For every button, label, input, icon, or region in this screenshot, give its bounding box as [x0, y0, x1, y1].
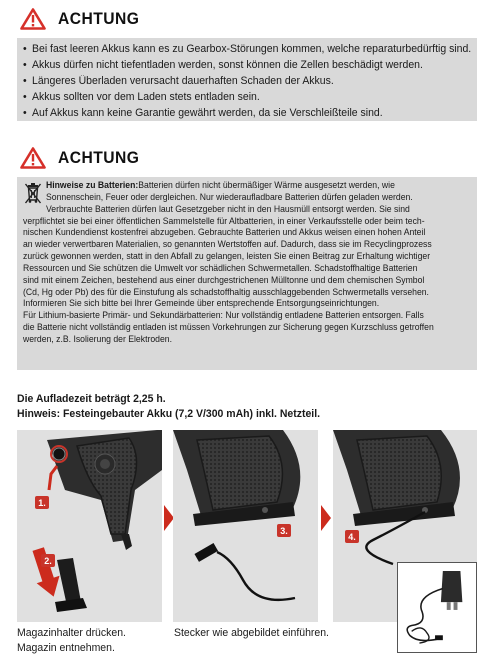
warning-bullet: • Bei fast leeren Akkus kann es zu Gearbox-Störungen kommen, welche reparaturbedürftig sind.: [23, 43, 472, 55]
disposal-text-line: werden, z.B. Isolierung der Elektroden.: [23, 333, 172, 344]
disposal-text-line: sind mit einem Zeichen, bestehend aus einer durchgestrichenen Mülltonne und dem chemischen Symbol: [23, 274, 425, 285]
step-image-connector: [173, 430, 318, 622]
step-badge-1: [35, 496, 49, 509]
next-step-arrow: [321, 505, 331, 531]
warning-bullet: • Akkus sollten vor dem Laden stets entladen sein.: [23, 91, 260, 103]
warning-bullet: • Auf Akkus kann keine Garantie gewährt werden, da sie Verschleißteile sind.: [23, 107, 383, 119]
disposal-text-line: an wieder verwertbaren Materialien, so genannten Wertstoffen auf. Dadurch, dass sie im Recyclingprozess: [23, 239, 432, 250]
disposal-text-line: nischen Kundendienst kostenfrei abzugeben. Gebrauchte Batterien und Akkus weisen einen hohen Anteil: [23, 227, 426, 238]
charging-info: [17, 392, 346, 421]
svg-text:2.: 2.: [44, 556, 52, 566]
charger-inset: [397, 562, 477, 653]
step-badge-3: [277, 524, 291, 537]
disposal-heading: Hinweise zu Batterien:: [46, 180, 139, 190]
warning-triangle-icon: [20, 147, 46, 169]
caption-connector: Stecker wie abgebildet einführen.: [174, 627, 329, 639]
charging-time: Die Aufladezeit beträgt 2,25 h.: [17, 393, 166, 405]
svg-text:3.: 3.: [280, 526, 288, 536]
caption-magazine: Magazinhalter drücken. Magazin entnehmen.: [17, 627, 126, 654]
battery-disposal-box: [17, 177, 477, 370]
battery-note: Hinweis: Festeingebauter Akku (7,2 V/300 mAh) inkl. Netzteil.: [17, 407, 321, 420]
disposal-text-line: Verbrauchte Batterien dürfen laut Gesetzgeber nicht in den Hausmüll entsorgt werden. Sie sind: [46, 203, 410, 214]
battery-warning-box: [17, 38, 477, 121]
disposal-text-line: zurück gewonnen werden, statt in den Abfall zu gelangen, leisten Sie einen Beitrag zur Erhaltung wichtiger: [23, 251, 431, 262]
step-image-magazine: [17, 430, 162, 622]
charger-plug-icon: [398, 563, 476, 652]
disposal-text-line: Für Lithium-basierte Primär- und Sekundärbatterien: Nur vollständig entladene Batterien entsorgen. Falls: [23, 310, 424, 321]
disposal-text-line: Informieren Sie sich bitte bei Ihrer Gemeinde über entsprechende Entsorgungseinrichtungen.: [23, 298, 380, 309]
pistol-magazine-illustration: [17, 430, 162, 622]
warning-triangle-icon: [20, 8, 46, 30]
warning-title: ACHTUNG: [58, 148, 140, 167]
disposal-text-line: Hinweise zu Batterien:Batterien dürfen nicht übermäßiger Wärme ausgesetzt werden, wie: [46, 180, 395, 190]
pistol-connector-illustration: [173, 430, 318, 622]
svg-text:4.: 4.: [348, 532, 356, 542]
disposal-text-line: Sonnenschein, Feuer oder dergleichen. Nur wiederaufladbare Batterien dürfen geladen werden.: [46, 191, 413, 202]
warning-title: ACHTUNG: [58, 9, 140, 28]
crossed-out-bin-icon: [24, 181, 42, 205]
warning-bullet: • Längeres Überladen verursacht dauerhaften Schaden der Akkus.: [23, 75, 334, 87]
warning-header-1: [20, 8, 147, 30]
warning-bullet: • Akkus dürfen nicht tiefentladen werden, sonst können die Zellen beschädigt werden.: [23, 59, 423, 71]
disposal-text-line: (Cd, Hg oder Pb) des für die Einstufung als schadstoffhaltig ausschlaggebenden Schwermetalls versehen.: [23, 286, 429, 297]
step-badge-4: [345, 530, 359, 543]
warning-header-2: [20, 147, 147, 169]
disposal-text-line: Ressourcen und Sie schützen die Umwelt vor schädlichen Schwermetallen. Schadstoffhaltige Batterien: [23, 262, 418, 273]
disposal-text-line: verpflichtet sie bei einer öffentlichen Sammelstelle für Altbatterien, in einer Verkaufsstelle oder beim tech-: [23, 215, 425, 226]
svg-text:1.: 1.: [38, 498, 46, 508]
disposal-text-line: die Batterie nicht vollständig entladen ist müssen Vorkehrungen zur Sicherung gegen Kurzschluss getroffen: [23, 322, 434, 333]
step-badge-2: [41, 554, 55, 567]
